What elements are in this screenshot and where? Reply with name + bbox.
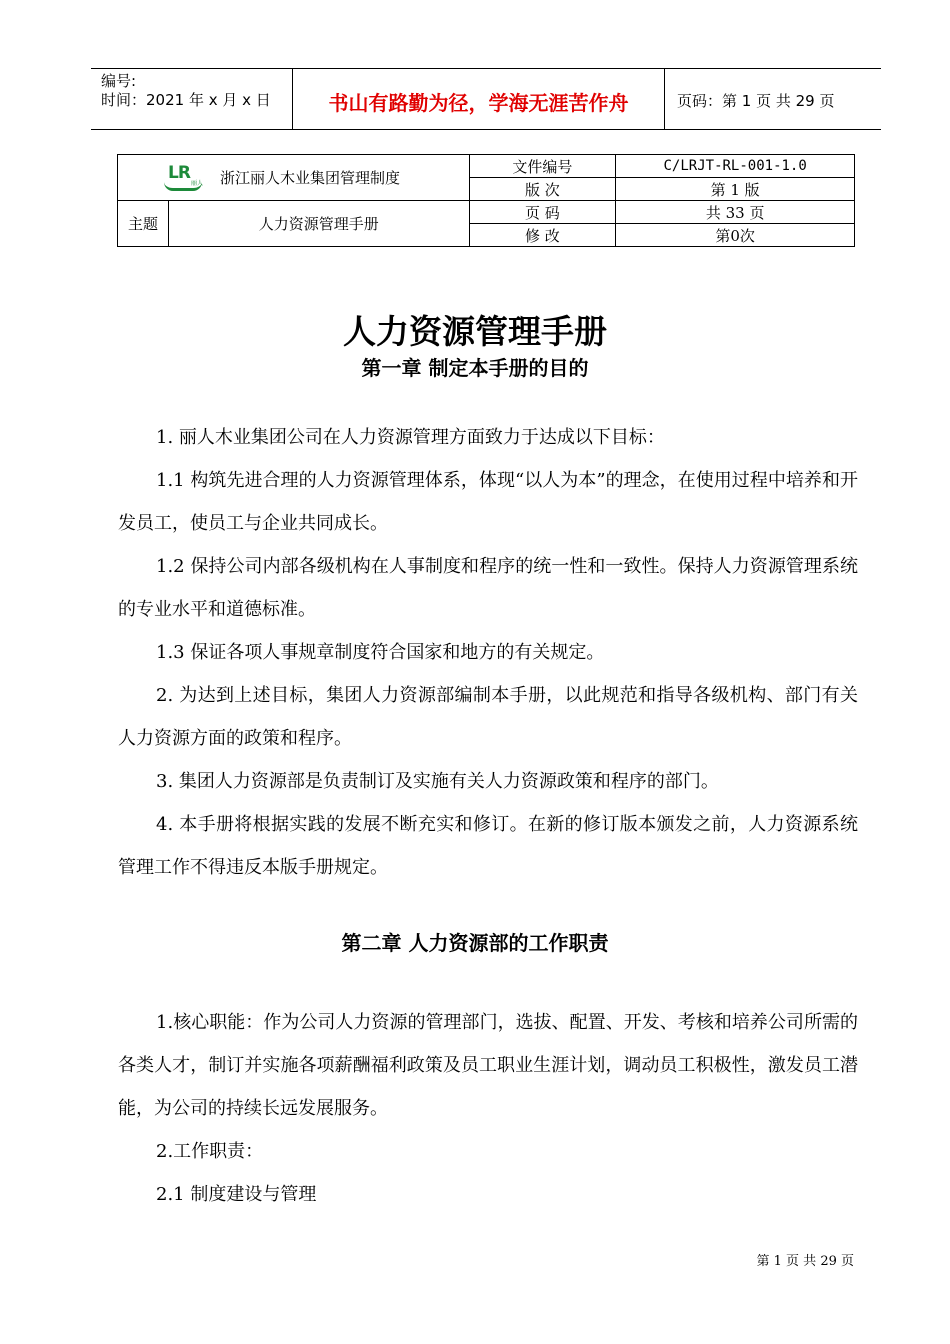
banner-left-cell [91, 69, 293, 129]
paragraph: 1.核心职能：作为公司人力资源的管理部门，选拔、配置、开发、考核和培养公司所需的各类人才，制订并实施各项薪酬福利政策及员工职业生涯计划，调动员工积极性，激发员工潜能，为公司的持续长远发展服务。 [118, 1012, 858, 1119]
paragraph: 1.2 保持公司内部各级机构在人事制度和程序的统一性和一致性。保持人力资源管理系统的专业水平和道德标准。 [118, 556, 858, 620]
logo-letters: LR [168, 162, 190, 183]
page-footer: 第 1 页 共 29 页 [756, 1254, 854, 1269]
subject-label: 主题 [118, 201, 169, 247]
file-no-label: 文件编号 [469, 155, 616, 178]
company-logo-icon [164, 162, 206, 191]
pages-label: 页 码 [469, 201, 616, 224]
paragraph: 2.1 制度建设与管理 [156, 1184, 317, 1205]
paragraph: 1.3 保证各项人事规章制度符合国家和地方的有关规定。 [156, 642, 605, 663]
edition-label: 版 次 [469, 178, 616, 201]
banner-motto-cell [293, 69, 665, 129]
paragraph: 3. 集团人力资源部是负责制订及实施有关人力资源政策和程序的部门。 [156, 771, 719, 792]
banner-page-cell [665, 69, 881, 129]
motto: 书山有路勤为径，学海无涯苦作舟 [328, 91, 629, 115]
paragraph: 2.工作职责： [156, 1141, 264, 1162]
edition-value: 第 1 版 [616, 178, 855, 201]
revision-value: 第0次 [616, 224, 855, 247]
logo-small-text: 丽人 [191, 179, 204, 187]
time-label: 时间：2021 年 x 月 x 日 [101, 91, 271, 109]
company-name: 浙江丽人木业集团管理制度 [220, 169, 401, 187]
paragraph: 4. 本手册将根据实践的发展不断充实和修订。在新的修订版本颁发之前，人力资源系统管理工作不得违反本版手册规定。 [118, 814, 858, 878]
paragraph: 1. 丽人木业集团公司在人力资源管理方面致力于达成以下目标： [156, 427, 665, 448]
header-banner [91, 68, 881, 130]
pages-value: 共 33 页 [616, 201, 855, 224]
page-label: 页码：第 1 页 共 29 页 [677, 92, 835, 110]
subject-value: 人力资源管理手册 [168, 201, 469, 247]
file-no-value: C/LRJT-RL-001-1.0 [616, 155, 855, 178]
paragraph: 1.1 构筑先进合理的人力资源管理体系，体现“以人为本”的理念，在使用过程中培养和开发员工，使员工与企业共同成长。 [118, 470, 858, 534]
chapter-1-heading: 第一章 制定本手册的目的 [361, 356, 589, 380]
company-cell [118, 155, 470, 201]
chapter-2-heading: 第二章 人力资源部的工作职责 [341, 931, 609, 955]
page-title: 人力资源管理手册 [343, 312, 607, 351]
document-control-table [117, 154, 855, 247]
paragraph: 2. 为达到上述目标，集团人力资源部编制本手册，以此规范和指导各级机构、部门有关人力资源方面的政策和程序。 [118, 685, 858, 749]
number-label: 编号: [101, 72, 137, 90]
revision-label: 修 改 [469, 224, 616, 247]
